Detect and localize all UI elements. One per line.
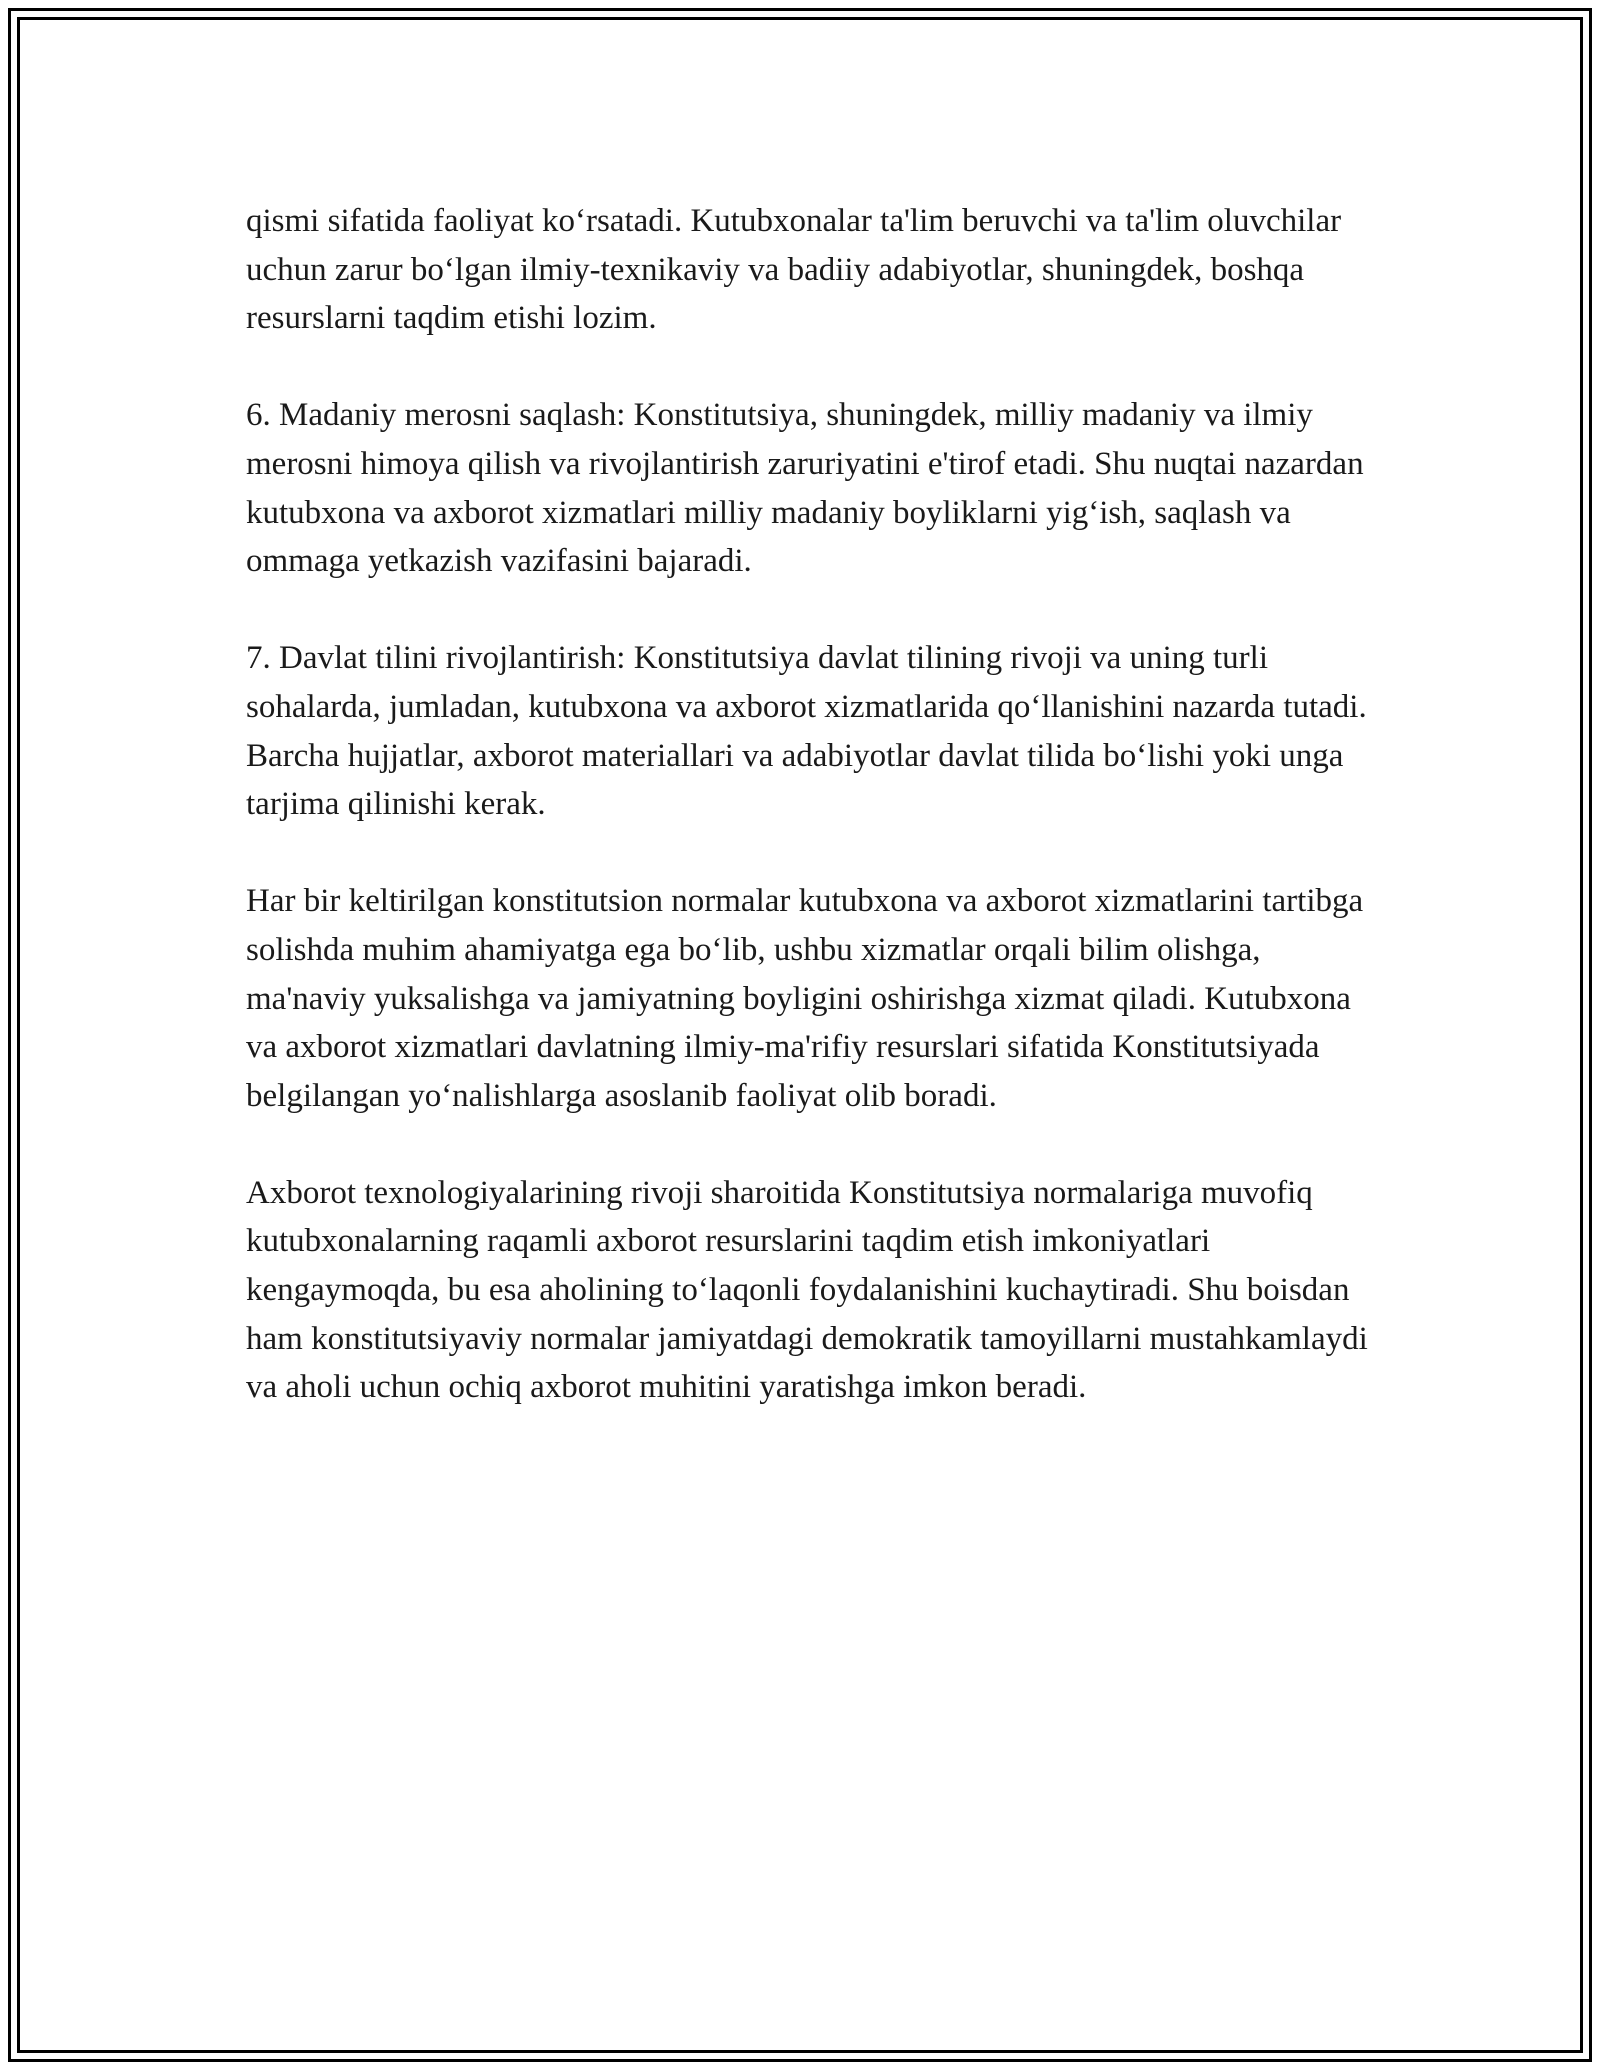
document-page — [8, 8, 1592, 2062]
paragraph-constitutional-norms: Har bir keltirilgan konstitutsion normalar kutubxona va axborot xizmatlarini tartibga solishda muhim ahamiyatga ega bo‘lib, ushbu xizmatlar orqali bilim olishga, ma'naviy yuksalishga va jamiyatning boyligini oshirishga xizmat qiladi. Kutubxona va axborot xizmatlari davlatning ilmiy-ma'rifiy resurslari sifatida Konstitutsiyada belgilangan yo‘nalishlarga asoslanib faoliyat olib boradi. — [246, 883, 1364, 1114]
paragraph-library-resources: qismi sifatida faoliyat ko‘rsatadi. Kutubxonalar ta'lim beruvchi va ta'lim oluvchilar uchun zarur bo‘lgan ilmiy-texnikaviy va badiiy adabiyotlar, shuningdek, boshqa resurslarni taqdim etishi lozim. — [246, 203, 1342, 337]
paragraph-cultural-heritage: 6. Madaniy merosni saqlash: Konstitutsiya, shuningdek, milliy madaniy va ilmiy merosni himoya qilish va rivojlantirish zaruriyatini e'tirof etadi. Shu nuqtai nazardan kutubxona va axborot xizmatlari milliy madaniy boyliklarni yig‘ish, saqlash va ommaga yetkazish vazifasini bajaradi. — [246, 397, 1364, 580]
paragraph-information-technologies: Axborot texnologiyalarining rivoji sharoitida Konstitutsiya normalariga muvofiq kutubxonalarning raqamli axborot resurslarini taqdim etish imkoniyatlari kengaymoqda, bu esa aholining to‘laqonli foydalanishini kuchaytiradi. Shu boisdan ham konstitutsiyaviy normalar jamiyatdagi demokratik tamoyillarni mustahkamlaydi va aholi uchun ochiq axborot muhitini yaratishga imkon beradi. — [246, 1174, 1368, 1406]
paragraph-state-language: 7. Davlat tilini rivojlantirish: Konstitutsiya davlat tilining rivoji va uning turli sohalarda, jumladan, kutubxona va axborot xizmatlarida qo‘llanishini nazarda tutadi. Barcha hujjatlar, axborot materiallari va adabiyotlar davlat tilida bo‘lishi yoki unga tarjima qilinishi kerak. — [246, 640, 1367, 823]
document-body — [246, 197, 1381, 1460]
